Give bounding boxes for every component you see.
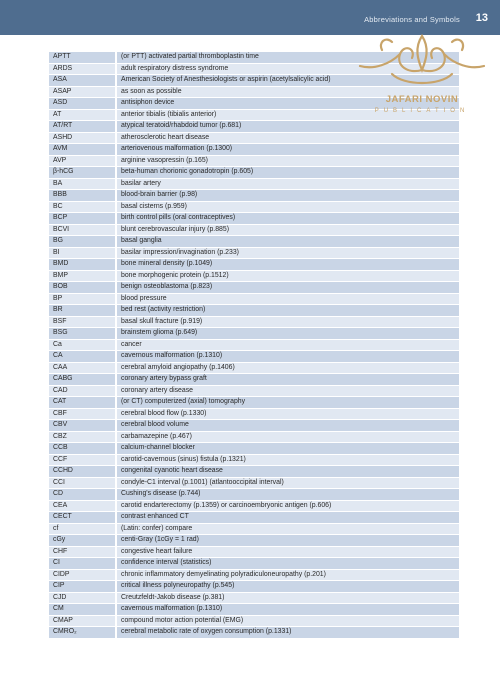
abbreviation-cell: cf xyxy=(49,523,116,535)
abbreviation-cell: BA xyxy=(49,178,116,190)
abbreviation-cell: CAA xyxy=(49,362,116,374)
table-row xyxy=(49,454,459,466)
table-row xyxy=(49,569,459,581)
abbreviation-cell: BOB xyxy=(49,282,116,294)
abbreviation-cell: ASAP xyxy=(49,86,116,98)
abbreviation-cell: CCB xyxy=(49,443,116,455)
definition-cell: benign osteoblastoma (p.823) xyxy=(116,282,459,294)
definition-cell: Cushing's disease (p.744) xyxy=(116,489,459,501)
abbreviation-cell: CAD xyxy=(49,385,116,397)
definition-cell: (Latin: confer) compare xyxy=(116,523,459,535)
abbreviation-cell: BCP xyxy=(49,213,116,225)
definition-cell: confidence interval (statistics) xyxy=(116,558,459,570)
table-row xyxy=(49,489,459,501)
table-row xyxy=(49,132,459,144)
abbreviation-cell: BBB xyxy=(49,190,116,202)
definition-cell: critical illness polyneuropathy (p.545) xyxy=(116,581,459,593)
table-row xyxy=(49,282,459,294)
table-row xyxy=(49,270,459,282)
definition-cell: arginine vasopressin (p.165) xyxy=(116,155,459,167)
abbreviation-cell: CJD xyxy=(49,592,116,604)
definition-cell: cerebral blood volume xyxy=(116,420,459,432)
definition-cell: atherosclerotic heart disease xyxy=(116,132,459,144)
table-row xyxy=(49,293,459,305)
table-row xyxy=(49,316,459,328)
abbreviation-cell: cGy xyxy=(49,535,116,547)
page-number: 13 xyxy=(475,12,488,24)
definition-cell: centi-Gray (1cGy = 1 rad) xyxy=(116,535,459,547)
abbreviation-cell: CBV xyxy=(49,420,116,432)
table-row xyxy=(49,305,459,317)
abbreviation-cell: ASD xyxy=(49,98,116,110)
abbreviation-cell: BMD xyxy=(49,259,116,271)
table-row xyxy=(49,477,459,489)
definition-cell: blunt cerebrovascular injury (p.885) xyxy=(116,224,459,236)
table-row xyxy=(49,121,459,133)
abbreviation-cell: APTT xyxy=(49,52,116,63)
definition-cell: bed rest (activity restriction) xyxy=(116,305,459,317)
table-row xyxy=(49,546,459,558)
abbreviation-cell: Ca xyxy=(49,339,116,351)
table-row xyxy=(49,420,459,432)
table-row xyxy=(49,374,459,386)
table-row xyxy=(49,408,459,420)
abbreviation-cell: BMP xyxy=(49,270,116,282)
definition-cell: carotid-cavernous (sinus) fistula (p.1321) xyxy=(116,454,459,466)
abbreviation-cell: ASA xyxy=(49,75,116,87)
abbreviation-cell: AT/RT xyxy=(49,121,116,133)
table-row xyxy=(49,351,459,363)
definition-cell: congestive heart failure xyxy=(116,546,459,558)
definition-cell: blood-brain barrier (p.98) xyxy=(116,190,459,202)
table-row xyxy=(49,259,459,271)
table-row xyxy=(49,236,459,248)
definition-cell: congenital cyanotic heart disease xyxy=(116,466,459,478)
table-row xyxy=(49,144,459,156)
definition-cell: anterior tibialis (tibialis anterior) xyxy=(116,109,459,121)
definition-cell: basilar impression/invagination (p.233) xyxy=(116,247,459,259)
table-row xyxy=(49,627,459,639)
table-row xyxy=(49,385,459,397)
table-row xyxy=(49,339,459,351)
definition-cell: arteriovenous malformation (p.1300) xyxy=(116,144,459,156)
abbreviation-cell: BI xyxy=(49,247,116,259)
definition-cell: coronary artery bypass graft xyxy=(116,374,459,386)
definition-cell: bone morphogenic protein (p.1512) xyxy=(116,270,459,282)
definition-cell: blood pressure xyxy=(116,293,459,305)
table-row xyxy=(49,500,459,512)
table-row xyxy=(49,535,459,547)
definition-cell: cerebral metabolic rate of oxygen consumption (p.1331) xyxy=(116,627,459,639)
abbreviation-cell: CCF xyxy=(49,454,116,466)
definition-cell: (or PTT) activated partial thromboplastin time xyxy=(116,52,459,63)
abbreviation-cell: CEA xyxy=(49,500,116,512)
table-row xyxy=(49,328,459,340)
table-row xyxy=(49,443,459,455)
table-row xyxy=(49,178,459,190)
abbreviations-table-body xyxy=(49,52,459,638)
table-row xyxy=(49,224,459,236)
table-row xyxy=(49,431,459,443)
table-row xyxy=(49,512,459,524)
table-row xyxy=(49,201,459,213)
definition-cell: cancer xyxy=(116,339,459,351)
abbreviation-cell: ARDS xyxy=(49,63,116,75)
definition-cell: cavernous malformation (p.1310) xyxy=(116,351,459,363)
abbreviation-cell: β-hCG xyxy=(49,167,116,179)
table-row xyxy=(49,155,459,167)
table-row xyxy=(49,213,459,225)
abbreviation-cell: CMAP xyxy=(49,615,116,627)
definition-cell: basal skull fracture (p.919) xyxy=(116,316,459,328)
abbreviation-cell: CHF xyxy=(49,546,116,558)
abbreviation-cell: CA xyxy=(49,351,116,363)
definition-cell: carbamazepine (p.467) xyxy=(116,431,459,443)
definition-cell: condyle-C1 interval (p.1001) (atlantooccipital interval) xyxy=(116,477,459,489)
abbreviation-cell: CM xyxy=(49,604,116,616)
definition-cell: American Society of Anesthesiologists or aspirin (acetylsalicylic acid) xyxy=(116,75,459,87)
definition-cell: cerebral blood flow (p.1330) xyxy=(116,408,459,420)
definition-cell: adult respiratory distress syndrome xyxy=(116,63,459,75)
publisher-watermark-logo xyxy=(352,30,492,122)
definition-cell: contrast enhanced CT xyxy=(116,512,459,524)
abbreviation-cell: BCVI xyxy=(49,224,116,236)
abbreviation-cell: CI xyxy=(49,558,116,570)
definition-cell: cerebral amyloid angiopathy (p.1406) xyxy=(116,362,459,374)
abbreviation-cell: AVP xyxy=(49,155,116,167)
abbreviation-cell: CIDP xyxy=(49,569,116,581)
table-row xyxy=(49,397,459,409)
abbreviation-cell: CECT xyxy=(49,512,116,524)
abbreviation-cell: BG xyxy=(49,236,116,248)
definition-cell: basilar artery xyxy=(116,178,459,190)
definition-cell: chronic inflammatory demyelinating polyradiculoneuropathy (p.201) xyxy=(116,569,459,581)
abbreviation-cell: BSG xyxy=(49,328,116,340)
definition-cell: carotid endarterectomy (p.1359) or carcinoembryonic antigen (p.606) xyxy=(116,500,459,512)
abbreviation-cell: BR xyxy=(49,305,116,317)
abbreviation-cell: BSF xyxy=(49,316,116,328)
abbreviation-cell: ASHD xyxy=(49,132,116,144)
table-row xyxy=(49,247,459,259)
table-row xyxy=(49,615,459,627)
abbreviations-table xyxy=(49,52,459,639)
table-row xyxy=(49,581,459,593)
abbreviation-cell: CABG xyxy=(49,374,116,386)
definition-cell: as soon as possible xyxy=(116,86,459,98)
definition-cell: Creutzfeldt-Jakob disease (p.381) xyxy=(116,592,459,604)
ornament-icon xyxy=(352,30,492,94)
definition-cell: beta-human chorionic gonadotropin (p.605) xyxy=(116,167,459,179)
definition-cell: calcium-channel blocker xyxy=(116,443,459,455)
abbreviation-cell: AVM xyxy=(49,144,116,156)
definition-cell: compound motor action potential (EMG) xyxy=(116,615,459,627)
abbreviation-cell: CCHD xyxy=(49,466,116,478)
table-row xyxy=(49,523,459,535)
definition-cell: cavernous malformation (p.1310) xyxy=(116,604,459,616)
definition-cell: birth control pills (oral contraceptives) xyxy=(116,213,459,225)
table-row xyxy=(49,362,459,374)
abbreviation-cell: CMRO₂ xyxy=(49,627,116,639)
definition-cell: (or CT) computerized (axial) tomography xyxy=(116,397,459,409)
definition-cell: atypical teratoid/rhabdoid tumor (p.681) xyxy=(116,121,459,133)
publisher-name: JAFARI NOVIN xyxy=(385,94,459,105)
definition-cell: basal ganglia xyxy=(116,236,459,248)
table-row xyxy=(49,592,459,604)
abbreviation-cell: BC xyxy=(49,201,116,213)
table-row xyxy=(49,466,459,478)
table-row xyxy=(49,558,459,570)
abbreviation-cell: CCI xyxy=(49,477,116,489)
abbreviation-cell: CAT xyxy=(49,397,116,409)
abbreviation-cell: CD xyxy=(49,489,116,501)
abbreviation-cell: CBF xyxy=(49,408,116,420)
definition-cell: bone mineral density (p.1049) xyxy=(116,259,459,271)
definition-cell: coronary artery disease xyxy=(116,385,459,397)
definition-cell: brainstem glioma (p.649) xyxy=(116,328,459,340)
table-row xyxy=(49,190,459,202)
publisher-subtitle: PUBLICATION xyxy=(374,108,470,114)
table-row xyxy=(49,167,459,179)
running-header-title: Abbreviations and Symbols xyxy=(364,15,460,24)
definition-cell: antisiphon device xyxy=(116,98,459,110)
definition-cell: basal cisterns (p.959) xyxy=(116,201,459,213)
abbreviation-cell: CBZ xyxy=(49,431,116,443)
abbreviation-cell: BP xyxy=(49,293,116,305)
abbreviation-cell: AT xyxy=(49,109,116,121)
table-row xyxy=(49,604,459,616)
abbreviation-cell: CIP xyxy=(49,581,116,593)
